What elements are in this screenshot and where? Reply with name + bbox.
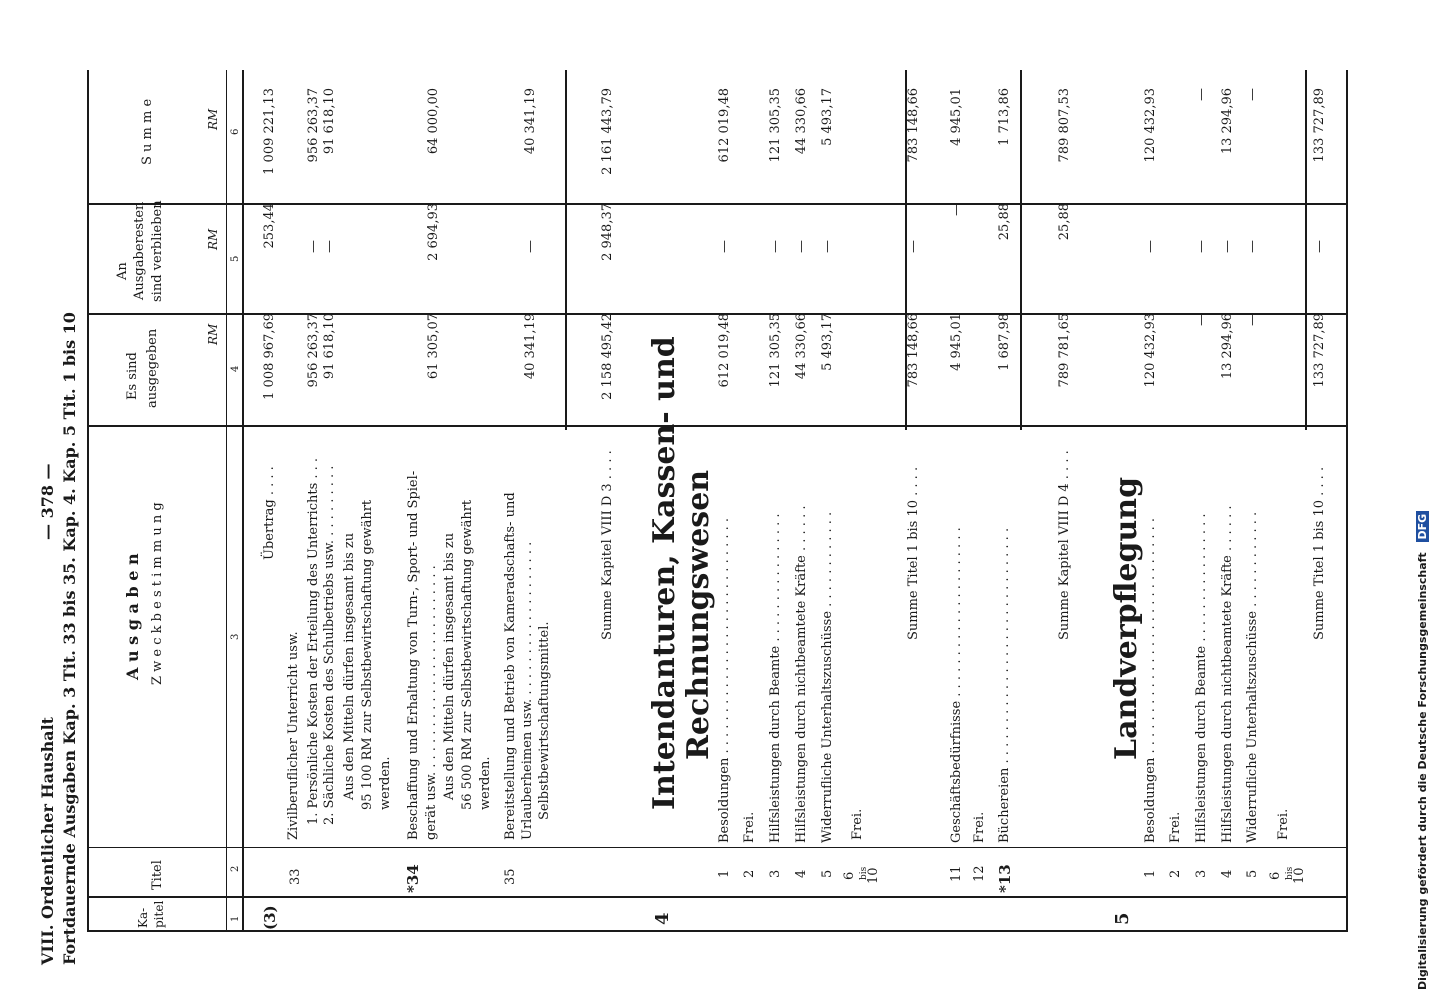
kap3-summe-v5: 2 948,37 bbox=[600, 203, 615, 261]
kap3-t33-2-v5: — bbox=[322, 240, 337, 253]
kap4-t10: 10 bbox=[866, 867, 881, 884]
kap5-summe-tit-v4: 133 727,89 bbox=[1312, 313, 1327, 388]
kap5-row-v5-3: — bbox=[1194, 240, 1209, 253]
kap5-title: Landverpflegung bbox=[1109, 476, 1144, 760]
kap5-row-v6-3: — bbox=[1194, 88, 1209, 101]
kap4-row-v4-4: 44 330,66 bbox=[794, 313, 809, 380]
kap5-row-v6-5: — bbox=[1245, 88, 1260, 101]
col-header-col6: S u m m e bbox=[140, 98, 155, 165]
kap3-summe: Summe Kapitel VIII D 3 . . . . bbox=[600, 450, 615, 640]
kap5-row-titel-2: 2 bbox=[1168, 869, 1183, 878]
colnum-4: 4 bbox=[230, 365, 241, 372]
kap3-t33-2-v6: 91 618,10 bbox=[322, 88, 337, 155]
kap4-row-titel-3: 3 bbox=[768, 869, 783, 878]
kap4-row2-v4-2: 1 687,98 bbox=[997, 313, 1012, 371]
kap5-row-v5-5: — bbox=[1245, 240, 1260, 253]
colnum-5: 5 bbox=[230, 255, 241, 262]
kap5-row-titel-3: 3 bbox=[1194, 869, 1209, 878]
col-header-kapitel: Ka- pitel bbox=[136, 900, 166, 928]
kap3-t34: *34 bbox=[404, 864, 422, 893]
col-header-col4a: Es sind bbox=[125, 352, 140, 400]
kap4-row-v5-5: — bbox=[820, 240, 835, 253]
kap3-number: (3) bbox=[261, 905, 279, 930]
kap5-row-v4-4: 13 294,96 bbox=[1220, 313, 1235, 380]
kap5-row-text-4: Hilfsleistungen durch nichtbeamtete Kräfte . . . . . . bbox=[1220, 505, 1235, 843]
kap4-frei: Frei. bbox=[850, 808, 865, 840]
kap3-t35: 35 bbox=[503, 868, 518, 885]
sep-kap-titel bbox=[87, 896, 1347, 898]
kap4-row-v6-3: 121 305,35 bbox=[768, 88, 783, 163]
kap3-t34-v4: 61 305,07 bbox=[426, 313, 441, 380]
table-left-edge bbox=[87, 930, 1347, 932]
kap5-row-v6-4: 13 294,96 bbox=[1220, 88, 1235, 155]
kap4-row-v6-5: 5 493,17 bbox=[820, 88, 835, 146]
kap3-t33-1: 1. Persönliche Kosten der Erteilung des Unterrichts . . . bbox=[306, 457, 321, 825]
kap4-row-v5-4: — bbox=[794, 240, 809, 253]
kap5-row-text-3: Hilfsleistungen durch Beamte . . . . . . . . . . . . . . . . bbox=[1194, 513, 1209, 843]
kap5-t10: 10 bbox=[1292, 867, 1307, 884]
kap3-t34-v5: 2 694,93 bbox=[426, 203, 441, 261]
kap5-row-v5-1: — bbox=[1143, 240, 1158, 253]
header-col-rule bbox=[242, 70, 244, 932]
kap3-uebertrag-v6: 1 009 221,13 bbox=[262, 88, 277, 175]
kap4-row-titel-1: 1 bbox=[717, 869, 732, 878]
kap4-summe-v5: 25,88 bbox=[1057, 203, 1072, 241]
kap4-row-text-2: Frei. bbox=[742, 811, 757, 843]
kap3-t33: 33 bbox=[288, 868, 303, 885]
kap4-row2-v6-0: 4 945,01 bbox=[949, 88, 964, 146]
colnum-3: 3 bbox=[230, 633, 241, 640]
kap5-row-v4-3: — bbox=[1194, 313, 1209, 326]
kap3-summe-v4: 2 158 495,42 bbox=[600, 313, 615, 400]
dfg-logo: DFG bbox=[1416, 511, 1429, 543]
col-header-col5a: An bbox=[115, 262, 130, 280]
kap4-row-titel-4: 4 bbox=[794, 869, 809, 878]
colnum-rule bbox=[226, 70, 227, 932]
kap4-row-text-3: Hilfsleistungen durch Beamte . . . . . . . . . . . . . . . . bbox=[768, 513, 783, 843]
col-header-titel: Titel bbox=[150, 860, 165, 890]
col-header-col4b: ausgegeben bbox=[145, 328, 160, 408]
kap3-t34-text1: Beschaffung und Erhaltung von Turn-, Sport- und Spiel- bbox=[406, 470, 421, 840]
kap4-title-2: Rechnungswesen bbox=[681, 469, 716, 760]
dfg-credit bbox=[1416, 511, 1429, 990]
kap4-row-v6-1: 612 019,48 bbox=[717, 88, 732, 163]
kap3-t35-v6: 40 341,19 bbox=[523, 88, 538, 155]
kap4-row-v6-4: 44 330,66 bbox=[794, 88, 809, 155]
colnum-1: 1 bbox=[230, 915, 241, 922]
kap4-row-text-5: Widerrufliche Unterhaltszuschüsse . . . . . . . . . . . . bbox=[820, 511, 835, 843]
kap3-t34-note2: 56 500 RM zur Selbstbewirtschaftung gewährt bbox=[460, 499, 475, 810]
kap5-row-titel-5: 5 bbox=[1245, 869, 1260, 878]
kap4-row-v4-1: 612 019,48 bbox=[717, 313, 732, 388]
rm-6: RM bbox=[206, 108, 220, 130]
kap4-row-titel-5: 5 bbox=[820, 869, 835, 878]
kap3-t33-text: Zivilberuflicher Unterricht usw. bbox=[286, 631, 301, 840]
kap3-t33-1-v4: 956 263,37 bbox=[306, 313, 321, 388]
kap3-t34-note3: werden. bbox=[478, 756, 493, 810]
kap3-summe-v6: 2 161 443,79 bbox=[600, 88, 615, 175]
kap3-t33-1-v5: — bbox=[306, 240, 321, 253]
table-bottom-rule bbox=[1346, 70, 1348, 932]
kap4-row2-v5-2: 25,88 bbox=[997, 203, 1012, 241]
kap3-t35-v5: — bbox=[523, 240, 538, 253]
kap4-row2-titel-2: *13 bbox=[996, 864, 1014, 893]
kap3-uebertrag-v4: 1 008 967,69 bbox=[262, 313, 277, 400]
kap4-row2-v5-0: — bbox=[949, 203, 964, 216]
rm-5: RM bbox=[206, 228, 220, 250]
kap4-row2-titel-1: 12 bbox=[972, 865, 987, 882]
kap3-t35-text2: Urlauberheimen usw. . . . . . . . . . . . . . . . . . . . bbox=[520, 541, 535, 840]
kap3-t35-text3: Selbstbewirtschaftungsmittel. bbox=[537, 621, 552, 820]
kap4-row-v5-3: — bbox=[768, 240, 783, 253]
colnum-6: 6 bbox=[230, 128, 241, 135]
kap5-row-text-1: Besoldungen . . . . . . . . . . . . . . . . . . . . . . . . . . . . . bbox=[1143, 517, 1158, 843]
kap5-summe-tit-v6: 133 727,89 bbox=[1312, 88, 1327, 163]
header-left-1: VIII. Ordentlicher Haushalt bbox=[38, 716, 57, 965]
kap4-row-titel-2: 2 bbox=[742, 869, 757, 878]
kap5-number: 5 bbox=[1112, 912, 1133, 925]
kap4-row-text-4: Hilfsleistungen durch nichtbeamtete Kräfte . . . . . . bbox=[794, 505, 809, 843]
kap4-row2-v4-0: 4 945,01 bbox=[949, 313, 964, 371]
kap4-summe-v4: 789 781,65 bbox=[1057, 313, 1072, 388]
kap3-t33-note3: werden. bbox=[378, 756, 393, 810]
kap4-title-1: Intendanturen, Kassen- und bbox=[647, 336, 682, 810]
col-header-ausgaben: A u s g a b e n bbox=[123, 553, 142, 680]
kap5-row-text-2: Frei. bbox=[1168, 811, 1183, 843]
sum-rule-kap4 bbox=[1020, 70, 1022, 430]
kap4-number: 4 bbox=[652, 912, 673, 925]
sep-titel-text bbox=[87, 847, 1347, 848]
kap5-bis: bis bbox=[1285, 866, 1295, 880]
kap5-t6: 6 bbox=[1268, 871, 1283, 880]
kap4-summe-tit: Summe Titel 1 bis 10 . . . . bbox=[906, 466, 921, 640]
col-header-col5c: sind verblieben bbox=[150, 200, 165, 302]
page-number: — 378 — bbox=[38, 463, 57, 540]
kap4-summe: Summe Kapitel VIII D 4 . . . . bbox=[1057, 450, 1072, 640]
kap4-t6: 6 bbox=[842, 871, 857, 880]
kap4-summe-tit-v5: — bbox=[906, 240, 921, 253]
kap4-summe-tit-v6: 783 148,66 bbox=[906, 88, 921, 163]
kap5-row-v4-5: — bbox=[1245, 313, 1260, 326]
kap4-bis: bis bbox=[859, 866, 869, 880]
kap4-summe-tit-v4: 783 148,66 bbox=[906, 313, 921, 388]
col-header-col5b: Ausgaberesten bbox=[132, 201, 147, 300]
colnum-2: 2 bbox=[230, 865, 241, 872]
kap5-summe-tit-v5: — bbox=[1312, 240, 1327, 253]
sum-rule-kap5 bbox=[1305, 70, 1307, 430]
dfg-credit-text: Digitalisierung gefördert durch die Deutsche Forschungsgemeinschaft bbox=[1416, 552, 1429, 990]
sum-rule-kap3-a bbox=[565, 70, 567, 430]
kap5-row-text-5: Widerrufliche Unterhaltszuschüsse . . . . . . . . . . . . bbox=[1245, 511, 1260, 843]
kap3-t34-note1: Aus den Mitteln dürfen insgesamt bis zu bbox=[442, 532, 457, 800]
kap5-summe-tit: Summe Titel 1 bis 10 . . . . bbox=[1312, 466, 1327, 640]
kap3-t34-v6: 64 000,00 bbox=[426, 88, 441, 155]
kap5-row-v4-1: 120 432,93 bbox=[1143, 313, 1158, 388]
kap5-row-v6-1: 120 432,93 bbox=[1143, 88, 1158, 163]
kap3-t33-2: 2. Sächliche Kosten des Schulbetriebs usw. . . . . . . . . . bbox=[322, 465, 337, 825]
kap3-uebertrag: Übertrag . . . . bbox=[262, 466, 277, 560]
kap3-t34-text2: gerät usw. . . . . . . . . . . . . . . . . . . . . . . . . . bbox=[424, 565, 439, 840]
kap4-row2-v6-2: 1 713,86 bbox=[997, 88, 1012, 146]
rm-4: RM bbox=[206, 323, 220, 345]
kap3-uebertrag-v5: 253,44 bbox=[262, 203, 277, 249]
col-header-zweck: Z w e c k b e s t i m m u n g bbox=[150, 502, 165, 685]
kap3-t33-2-v4: 91 618,10 bbox=[322, 313, 337, 380]
kap3-t35-v4: 40 341,19 bbox=[523, 313, 538, 380]
kap3-t33-1-v6: 956 263,37 bbox=[306, 88, 321, 163]
kap4-row2-text-2: Büchereien . . . . . . . . . . . . . . . . . . . . . . . . . . . . . bbox=[997, 527, 1012, 843]
kap3-t35-text1: Bereitstellung und Betrieb von Kameradschafts- und bbox=[503, 492, 518, 840]
kap4-row2-text-0: Geschäftsbedürfnisse . . . . . . . . . . . . . . . . . . . . . bbox=[949, 527, 964, 843]
kap3-t33-note2: 95 100 RM zur Selbstbewirtschaftung gewährt bbox=[360, 499, 375, 810]
header-left-2: Fortdauernde Ausgaben Kap. 3 Tit. 33 bis 35. Kap. 4. Kap. 5 Tit. 1 bis 10 bbox=[60, 312, 79, 965]
kap4-row-v5-1: — bbox=[717, 240, 732, 253]
table-top-rule bbox=[87, 70, 89, 932]
kap4-row2-text-1: Frei. bbox=[972, 811, 987, 843]
kap3-t33-note1: Aus den Mitteln dürfen insgesamt bis zu bbox=[342, 532, 357, 800]
kap4-row2-titel-0: 11 bbox=[949, 865, 964, 882]
kap5-row-titel-1: 1 bbox=[1143, 869, 1158, 878]
kap5-row-v5-4: — bbox=[1220, 240, 1235, 253]
kap5-frei: Frei. bbox=[1276, 808, 1291, 840]
sep-text-col4 bbox=[87, 425, 1347, 427]
kap4-row-v4-3: 121 305,35 bbox=[768, 313, 783, 388]
kap4-row-text-1: Besoldungen . . . . . . . . . . . . . . . . . . . . . . . . . . . . . bbox=[717, 517, 732, 843]
kap4-summe-v6: 789 807,53 bbox=[1057, 88, 1072, 163]
kap4-row-v4-5: 5 493,17 bbox=[820, 313, 835, 371]
kap5-row-titel-4: 4 bbox=[1220, 869, 1235, 878]
